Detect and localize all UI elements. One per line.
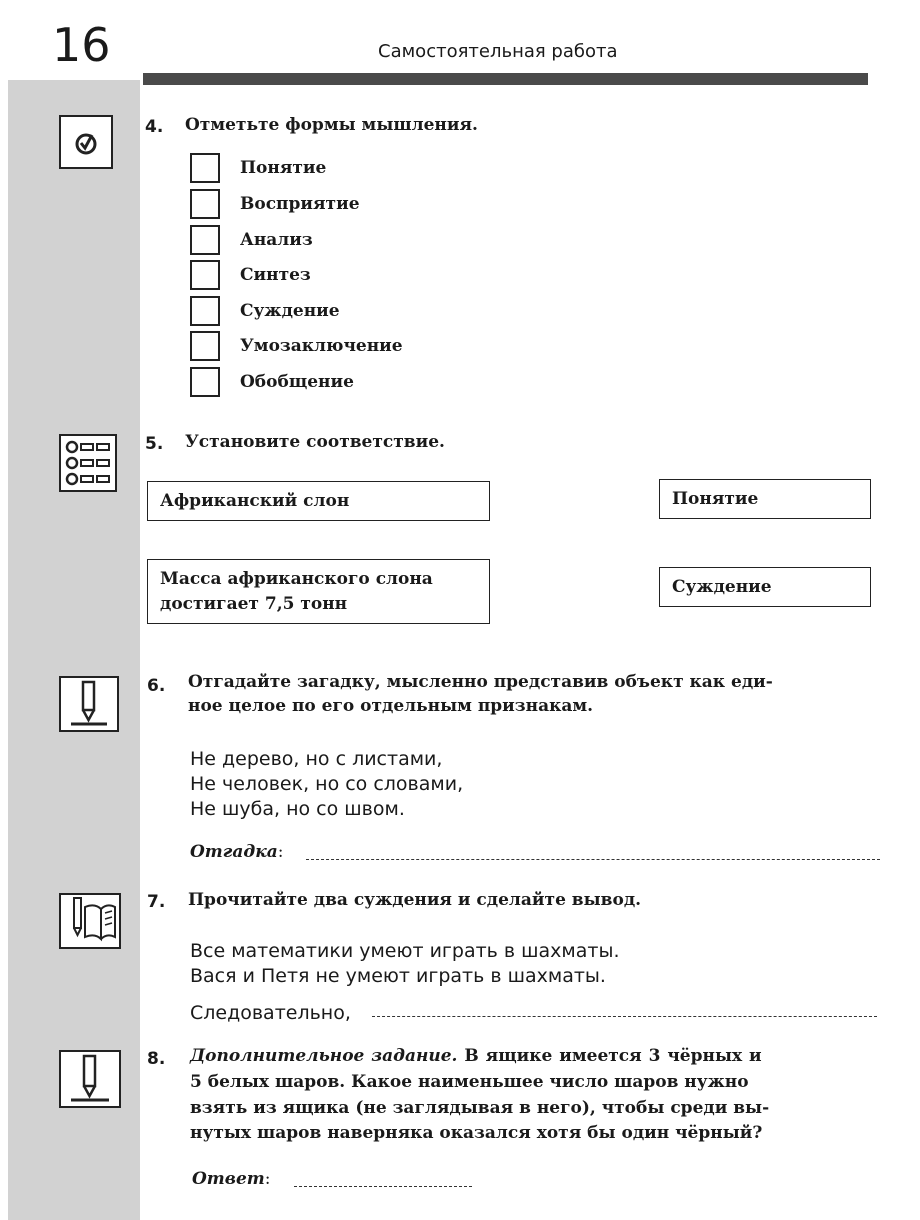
match-left-item[interactable]: Африканский слон [147,481,490,521]
option-checkbox[interactable] [190,153,220,183]
option-row[interactable] [190,330,403,362]
option-checkbox[interactable] [190,260,220,290]
task-6-question-line1: Отгадайте загадку, мысленно представив объект как еди- [188,672,773,692]
task-8-label: Дополнительное задание. [190,1046,458,1066]
option-row[interactable] [190,188,360,220]
option-label: Суждение [240,301,340,321]
match-right-item[interactable]: Понятие [659,479,871,519]
task-8-number: 8. [147,1049,166,1069]
pencil-task-icon [59,1050,121,1108]
option-label: Восприятие [240,194,360,214]
match-left-item[interactable]: Масса африканского слона достигает 7,5 тонн [147,559,490,624]
option-checkbox[interactable] [190,296,220,326]
conclusion-label: Следовательно, [190,1002,351,1024]
task-6-answer-field[interactable] [306,859,880,860]
task-7-question: Прочитайте два суждения и сделайте вывод. [188,890,642,910]
book-pencil-task-icon [59,893,121,949]
option-row[interactable] [190,152,326,184]
option-checkbox[interactable] [190,331,220,361]
task-8-line1: Дополнительное задание. В ящике имеется 3 чёрных и [190,1046,762,1066]
task-5-question: Установите соответствие. [185,432,445,452]
statement-line: Все математики умеют играть в шахматы. [190,940,620,962]
option-checkbox[interactable] [190,189,220,219]
task-8-answer-label: Ответ: [192,1169,271,1189]
option-checkbox[interactable] [190,367,220,397]
page-number: 16 [52,18,111,72]
riddle-line: Не шуба, но со швом. [190,798,405,820]
task-4-question: Отметьте формы мышления. [185,115,478,135]
task-8-line4: нутых шаров наверняка оказался хотя бы один чёрный? [190,1123,763,1143]
task-7-conclusion-field[interactable] [372,1016,877,1017]
task-8-line3: взять из ящика (не заглядывая в него), чтобы среди вы- [190,1098,770,1118]
option-checkbox[interactable] [190,225,220,255]
task-6-question-line2: ное целое по его отдельным признакам. [188,696,594,716]
task-4-number: 4. [145,117,164,137]
option-label: Синтез [240,265,311,285]
option-label: Понятие [240,158,327,178]
check-task-icon [59,115,113,169]
task-8-answer-field[interactable] [294,1186,472,1187]
option-label: Обобщение [240,372,354,392]
page-title: Самостоятельная работа [378,41,618,62]
option-label: Анализ [240,230,313,250]
statement-line: Вася и Петя не умеют играть в шахматы. [190,965,606,987]
header-divider [143,73,868,85]
riddle-line: Не дерево, но с листами, [190,748,443,770]
option-row[interactable] [190,366,354,398]
task-6-answer-label: Отгадка: [190,842,284,862]
pencil-task-icon [59,676,119,732]
option-row[interactable] [190,224,313,256]
matching-task-icon [59,434,117,492]
riddle-line: Не человек, но со словами, [190,773,464,795]
option-row[interactable] [190,259,311,291]
task-6-number: 6. [147,676,166,696]
task-8-line2: 5 белых шаров. Какое наименьшее число шаров нужно [190,1072,749,1092]
option-row[interactable] [190,295,340,327]
task-5-number: 5. [145,434,164,454]
option-label: Умозаключение [240,336,403,356]
task-7-number: 7. [147,892,166,912]
match-right-item[interactable]: Суждение [659,567,871,607]
left-gray-margin [8,80,140,1220]
